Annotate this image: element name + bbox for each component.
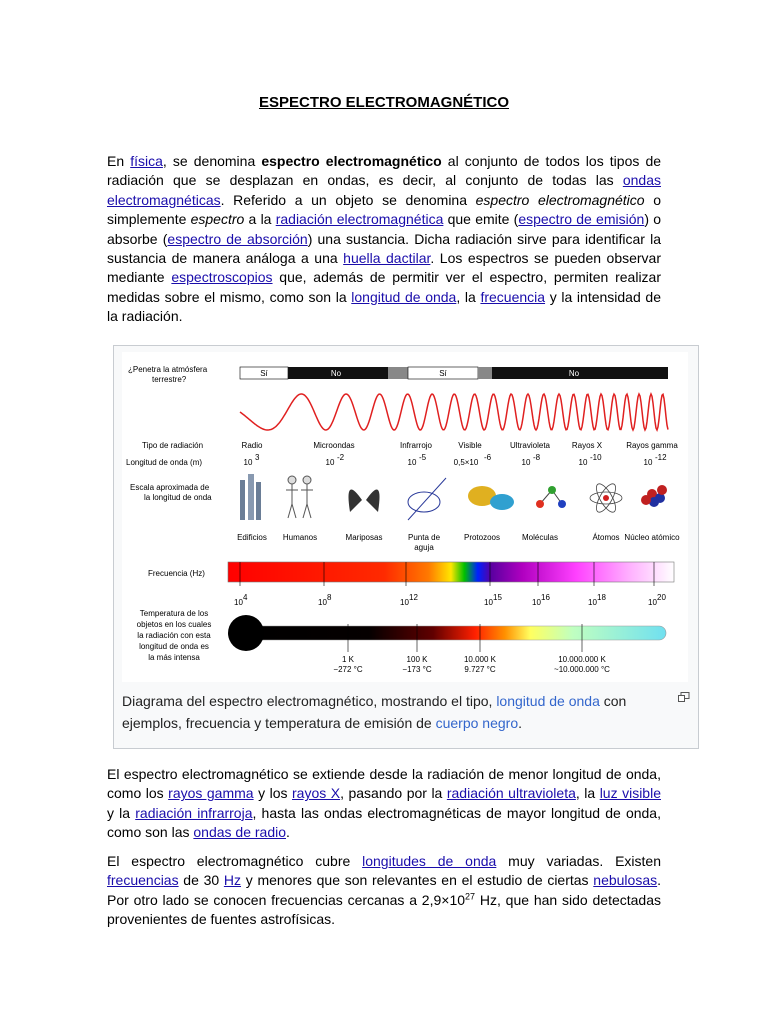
text: . Por otro lado se conocen frecuencias cercanas a 2,9×10 bbox=[107, 872, 661, 908]
link-nebulosas[interactable]: nebulosas bbox=[593, 872, 658, 889]
text: que, además de permitir ver el espectro, permiten realizar medidas sobre el mismo, como son la bbox=[107, 269, 661, 305]
radiation-type-label: Radio bbox=[241, 441, 263, 450]
figure-caption bbox=[122, 690, 682, 734]
wavelength-exponent: -10 bbox=[590, 453, 602, 462]
text: al conjunto de todos los tipos de radiación que se desplazan en ondas, es decir, al conjunto de todas las bbox=[107, 153, 662, 189]
text: . bbox=[518, 715, 523, 731]
wavelength-exponent: -6 bbox=[484, 453, 492, 462]
temp-label bbox=[137, 609, 212, 662]
atm-label: ¿Penetra la atmósfera bbox=[128, 365, 208, 374]
wavelength-exponent: -2 bbox=[337, 453, 345, 462]
text: o simplemente bbox=[107, 191, 662, 228]
link-espectro-emision[interactable]: espectro de emisión bbox=[518, 211, 645, 228]
atm-bar-partial bbox=[388, 367, 408, 379]
frequency-value: 10 bbox=[484, 598, 493, 607]
temperature-celsius: ~10.000.000 °C bbox=[554, 665, 610, 674]
object-label: Moléculas bbox=[521, 533, 559, 542]
text: En bbox=[107, 153, 131, 169]
link-radiacion-ultravioleta[interactable]: radiación ultravioleta bbox=[446, 785, 576, 802]
link-radiacion-electromagnetica[interactable]: radiación electromagnética bbox=[275, 211, 444, 228]
object-label: Átomos bbox=[592, 533, 620, 542]
text: , la bbox=[575, 785, 600, 802]
wavelength-value: 10 bbox=[643, 458, 653, 467]
atm-bar-partial bbox=[478, 367, 492, 379]
text: Diagrama del espectro electromagnético, mostrando el tipo, bbox=[122, 693, 497, 709]
wavelength-value: 10 bbox=[578, 458, 588, 467]
wavelength-value: 10 bbox=[325, 458, 335, 467]
link-luz-visible[interactable]: luz visible bbox=[599, 785, 661, 802]
frequency-value: 10 bbox=[648, 598, 657, 607]
wave-line bbox=[240, 394, 668, 430]
superscript: 27 bbox=[465, 891, 476, 902]
wavelength-exponent: 3 bbox=[255, 453, 260, 462]
object-label: Punta de bbox=[407, 533, 441, 542]
radiation-type-label: Microondas bbox=[313, 441, 355, 450]
link-hz[interactable]: Hz bbox=[223, 872, 242, 889]
wavelength-exponent: -8 bbox=[533, 453, 541, 462]
text: El espectro electromagnético cubre bbox=[107, 853, 363, 869]
wavelength-label: Longitud de onda (m) bbox=[126, 458, 203, 467]
link-longitudes-onda[interactable]: longitudes de onda bbox=[362, 853, 497, 869]
frequency-value: 10 bbox=[532, 598, 541, 607]
link-espectro-absorcion[interactable]: espectro de absorción bbox=[167, 230, 308, 247]
text: Hz, que han sido detectadas provenientes de fuentes astrofísicas. bbox=[107, 891, 662, 928]
object-label: Edificios bbox=[237, 533, 267, 542]
text: ) una sustancia. Dicha radiación sirve para identificar la sustancia de manera análoga a una bbox=[107, 230, 661, 267]
frequency-value: 10 bbox=[318, 598, 327, 607]
object-label: aguja bbox=[414, 543, 434, 552]
link-radiacion-infrarroja[interactable]: radiación infrarroja bbox=[135, 804, 253, 821]
frequency-exponent: 12 bbox=[409, 593, 418, 602]
objects-row bbox=[237, 533, 680, 552]
temp-label-line: longitud de onda es bbox=[139, 642, 209, 651]
text: , hasta las ondas electromagnéticas de mayor longitud de onda, como son las bbox=[107, 804, 661, 841]
thermometer-bulb bbox=[228, 615, 264, 651]
temp-label-line: objetos en los cuales bbox=[136, 620, 212, 629]
atm-value: Sí bbox=[260, 369, 268, 378]
spectrum-diagram bbox=[122, 352, 688, 682]
atom-icon bbox=[590, 481, 622, 515]
link-fisica[interactable]: física bbox=[130, 153, 163, 169]
link-ondas-radio[interactable]: ondas de radio bbox=[193, 824, 287, 841]
molecule-icon bbox=[536, 486, 566, 508]
wavelength-exponent: -5 bbox=[419, 453, 427, 462]
wavelength-value: 10 bbox=[407, 458, 417, 467]
text: ) o absorbe ( bbox=[107, 211, 661, 247]
object-label: Núcleo atómico bbox=[624, 533, 680, 542]
italic-term: espectro bbox=[190, 211, 245, 228]
type-label: Tipo de radiación bbox=[142, 441, 204, 450]
text: y menores que son relevantes en el estudio de ciertas bbox=[241, 872, 594, 889]
object-label: Mariposas bbox=[345, 533, 383, 542]
text: . Referido a un objeto se denomina bbox=[220, 191, 476, 208]
link-caption-longitud[interactable]: longitud de onda bbox=[496, 693, 600, 709]
types-row bbox=[242, 441, 679, 467]
temperature-celsius: 9.727 °C bbox=[464, 665, 496, 674]
radiation-type-label: Visible bbox=[458, 441, 482, 450]
temp-label-line: la más intensa bbox=[148, 653, 200, 662]
text: muy variadas. Existen bbox=[496, 853, 661, 869]
freq-label: Frecuencia (Hz) bbox=[148, 569, 205, 578]
enlarge-icon[interactable] bbox=[678, 692, 690, 702]
radiation-type-label: Ultravioleta bbox=[509, 441, 551, 450]
radiation-type-label: Rayos X bbox=[571, 441, 603, 450]
text: a la bbox=[244, 211, 276, 228]
frequency-value: 10 bbox=[400, 598, 409, 607]
wavelength-value: 0,5×10 bbox=[453, 458, 479, 467]
text: y los bbox=[253, 785, 293, 802]
temperature-kelvin: 1 K bbox=[341, 655, 355, 664]
link-frecuencias[interactable]: frecuencias bbox=[107, 872, 179, 889]
wavelength-value: 10 bbox=[243, 458, 253, 467]
text: , pasando por la bbox=[340, 785, 447, 802]
atm-value: No bbox=[330, 369, 342, 378]
link-espectroscopios[interactable]: espectroscopios bbox=[171, 269, 273, 286]
link-ondas-electromagneticas[interactable]: ondas electromagnéticas bbox=[107, 172, 661, 208]
radiation-type-label: Infrarrojo bbox=[399, 441, 433, 450]
text: , la bbox=[456, 288, 481, 305]
atm-bar-no bbox=[492, 367, 668, 379]
spectrum-figure bbox=[113, 345, 699, 749]
atm-value: No bbox=[568, 369, 580, 378]
butterfly-icon bbox=[349, 489, 380, 512]
temperature-kelvin: 10.000 K bbox=[463, 655, 497, 664]
link-frecuencia[interactable]: frecuencia bbox=[480, 288, 546, 305]
frequency-exponent: 4 bbox=[243, 593, 248, 602]
page-title: ESPECTRO ELECTROMAGNÉTICO bbox=[258, 94, 509, 111]
text: de 30 bbox=[178, 872, 224, 889]
text: . bbox=[286, 824, 290, 841]
frequency-exponent: 16 bbox=[541, 593, 550, 602]
text: y la intensidad de la radiación. bbox=[107, 288, 661, 325]
paragraph-range bbox=[107, 765, 661, 843]
text: y la bbox=[107, 804, 136, 821]
scale-label: Escala aproximada de bbox=[130, 483, 210, 492]
bold-term: espectro electromagnético bbox=[261, 153, 442, 169]
radiation-type-label: Rayos gamma bbox=[626, 441, 678, 450]
text: , se denomina bbox=[162, 153, 262, 169]
temperature-kelvin: 10.000.000 K bbox=[558, 655, 606, 664]
wavelength-value: 10 bbox=[521, 458, 531, 467]
object-label: Humanos bbox=[282, 533, 318, 542]
text: . Los espectros se pueden observar mediante bbox=[107, 250, 662, 286]
spectrum-diagram-svg bbox=[122, 352, 688, 682]
frequency-value: 10 bbox=[234, 598, 243, 607]
humans-icon bbox=[286, 476, 313, 518]
wavelength-exponent: -12 bbox=[655, 453, 667, 462]
temperature-celsius: −173 °C bbox=[402, 665, 432, 674]
link-cuerpo-negro[interactable]: cuerpo negro bbox=[435, 715, 519, 731]
object-label: Protozoos bbox=[463, 533, 501, 542]
frequency-value: 10 bbox=[588, 598, 597, 607]
atm-label: terrestre? bbox=[152, 375, 187, 384]
paragraph-intro bbox=[107, 152, 661, 327]
temperature-celsius: −272 °C bbox=[333, 665, 363, 674]
atm-value: Sí bbox=[439, 369, 447, 378]
frequency-exponent: 18 bbox=[597, 593, 606, 602]
italic-term: espectro electromagnético bbox=[475, 191, 645, 208]
temperature-bar bbox=[242, 626, 666, 640]
temp-label-line: la radiación con esta bbox=[137, 631, 211, 640]
protozoa-icon bbox=[468, 486, 514, 510]
link-rayos-gamma[interactable]: rayos gamma bbox=[168, 785, 254, 802]
buildings-icon bbox=[240, 474, 261, 520]
text: que emite ( bbox=[443, 211, 519, 228]
link-huella-dactilar[interactable]: huella dactilar bbox=[343, 250, 431, 267]
link-rayos-x[interactable]: rayos X bbox=[292, 785, 341, 802]
frequency-exponent: 15 bbox=[493, 593, 502, 602]
paragraph-frequencies bbox=[107, 852, 661, 930]
frequency-exponent: 20 bbox=[657, 593, 666, 602]
needle-icon bbox=[408, 478, 446, 520]
scale-label: la longitud de onda bbox=[144, 493, 212, 502]
temperature-kelvin: 100 K bbox=[406, 655, 428, 664]
frequency-bar bbox=[228, 562, 674, 582]
link-longitud-onda[interactable]: longitud de onda bbox=[351, 288, 457, 305]
text: con ejemplos, frecuencia y temperatura de emisión de bbox=[122, 693, 627, 731]
frequency-exponent: 8 bbox=[327, 593, 332, 602]
nucleus-icon bbox=[641, 485, 667, 507]
temp-label-line: Temperatura de los bbox=[139, 609, 209, 618]
text: El espectro electromagnético se extiende desde la radiación de menor longitud de onda, como los bbox=[107, 766, 661, 802]
